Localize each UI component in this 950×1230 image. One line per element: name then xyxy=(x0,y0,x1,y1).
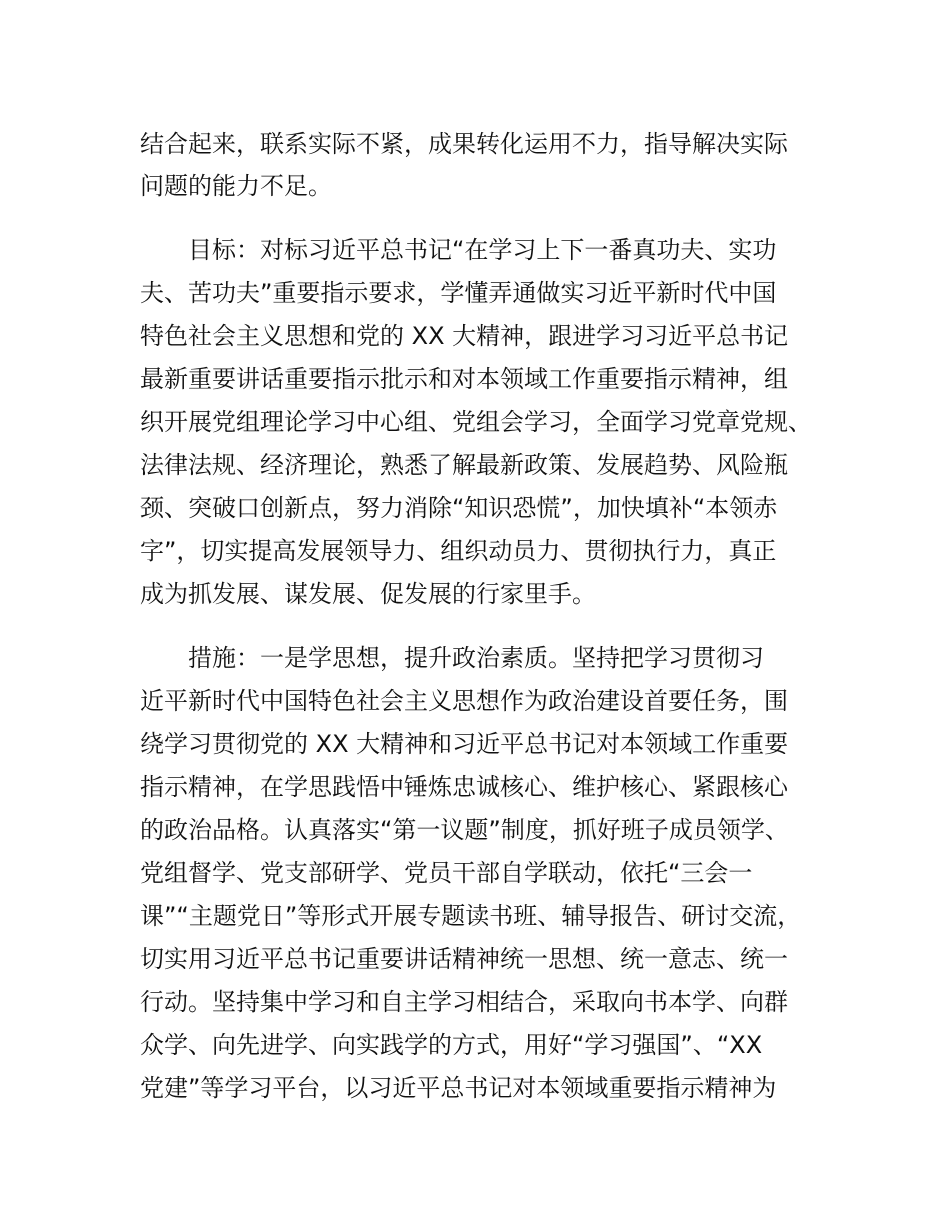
text-line: 绕学习贯彻党的 XX 大精神和习近平总书记对本领域工作重要 xyxy=(140,730,789,758)
text-line: 目标：对标习近平总书记“在学习上下一番真功夫、实功 xyxy=(188,236,777,264)
text-line: 措施：一是学思想，提升政治素质。坚持把学习贯彻习 xyxy=(188,644,764,672)
text-line: 颈、突破口创新点，努力消除“知识恐慌”，加快填补“本领赤 xyxy=(140,494,778,522)
text-line: 党建”等学习平台，以习近平总书记对本领域重要指示精神为 xyxy=(140,1074,777,1102)
text-line: 的政治品格。认真落实“第一议题”制度，抓好班子成员领学、 xyxy=(140,816,789,844)
text-line: 问题的能力不足。 xyxy=(140,172,332,200)
text-line: 党组督学、党支部研学、党员干部自学联动，依托“三会一 xyxy=(140,859,753,887)
text-line: 课”“主题党日”等形式开展专题读书班、辅导报告、研讨交流， xyxy=(140,902,802,930)
text-line: 行动。坚持集中学习和自主学习相结合，采取向书本学、向群 xyxy=(140,988,788,1016)
text-line: 法律法规、经济理论，熟悉了解最新政策、发展趋势、风险瓶 xyxy=(140,451,788,479)
text-line: 成为抓发展、谋发展、促发展的行家里手。 xyxy=(140,580,596,608)
text-line: 切实用习近平总书记重要讲话精神统一思想、统一意志、统一 xyxy=(140,945,788,973)
text-line: 字”，切实提高发展领导力、组织动员力、贯彻执行力，真正 xyxy=(140,537,777,565)
text-line: 特色社会主义思想和党的 XX 大精神，跟进学习习近平总书记 xyxy=(140,322,789,350)
text-line: 结合起来，联系实际不紧，成果转化运用不力，指导解决实际 xyxy=(140,130,788,158)
text-line: 近平新时代中国特色社会主义思想作为政治建设首要任务，围 xyxy=(140,687,788,715)
text-line: 众学、向先进学、向实践学的方式，用好“学习强国”、“XX xyxy=(140,1031,763,1059)
text-line: 夫、苦功夫”重要指示要求，学懂弄通做实习近平新时代中国 xyxy=(140,279,777,307)
text-line: 最新重要讲话重要指示批示和对本领域工作重要指示精神，组 xyxy=(140,365,788,393)
text-line: 织开展党组理论学习中心组、党组会学习，全面学习党章党规、 xyxy=(140,408,812,436)
text-line: 指示精神，在学思践悟中锤炼忠诚核心、维护核心、紧跟核心 xyxy=(140,773,788,801)
